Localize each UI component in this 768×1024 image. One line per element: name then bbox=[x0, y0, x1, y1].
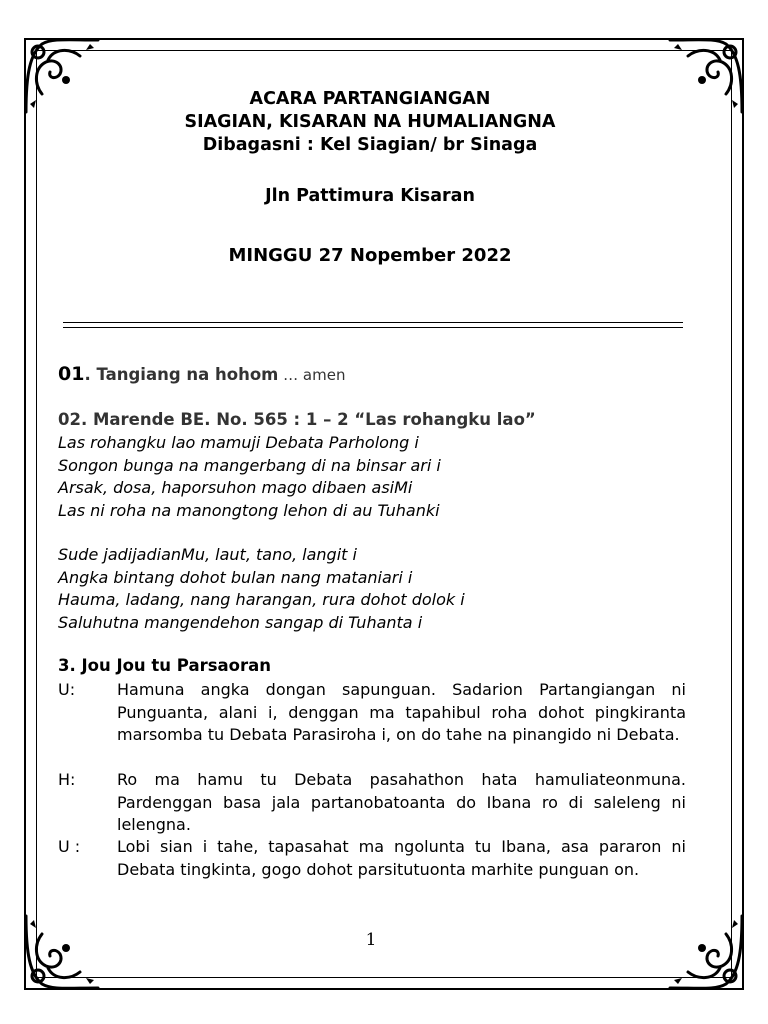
ornamental-corner-icon bbox=[664, 910, 748, 994]
verse-line: Arsak, dosa, haporsuhon mago dibaen asiMi bbox=[58, 478, 413, 498]
section-01-label: . Tangiang na hohom bbox=[84, 365, 279, 384]
speaker-label: U: bbox=[58, 680, 76, 699]
title-line-1: ACARA PARTANGIANGAN bbox=[249, 89, 491, 109]
hymn-verse-2 bbox=[58, 544, 686, 634]
section-03-title: 3. Jou Jou tu Parsaoran bbox=[58, 656, 272, 675]
verse-line: Saluhutna mangendehon sangap di Tuhanta i bbox=[58, 612, 423, 632]
speaker-label: U : bbox=[58, 837, 81, 856]
page-number: 1 bbox=[365, 930, 377, 950]
response-row bbox=[58, 679, 686, 747]
section-01-tail: … amen bbox=[278, 366, 346, 384]
section-01 bbox=[58, 363, 686, 385]
verse-line: Las ni roha na manongtong lehon di au Tuhanki bbox=[58, 500, 440, 520]
ornamental-corner-icon bbox=[20, 910, 104, 994]
verse-line: Songon bunga na mangerbang di na binsar ari i bbox=[58, 455, 441, 475]
response-text: Hamuna angka dongan sapunguan. Sadarion Partangiangan ni Punguanta, alani i, denggan ma tapahibul roha dohot pingkiranta marsomba tu Debata Parasiroha i, on do tahe na pinangido ni Debata. bbox=[117, 680, 686, 745]
response-row bbox=[58, 769, 686, 837]
section-02-title: 02. Marende BE. No. 565 : 1 – 2 “Las rohangku lao” bbox=[58, 410, 536, 429]
verse-line: Las rohangku lao mamuji Debata Parholong i bbox=[58, 433, 419, 452]
verse-line: Angka bintang dohot bulan nang mataniari i bbox=[58, 567, 413, 587]
title-line-2: SIAGIAN, KISARAN NA HUMALIANGNA bbox=[184, 112, 556, 132]
title-line-3: Dibagasni : Kel Siagian/ br Sinaga bbox=[202, 135, 538, 155]
verse-line: Hauma, ladang, nang harangan, rura dohot dolok i bbox=[58, 590, 465, 610]
separator-rule bbox=[63, 322, 683, 328]
response-text: Lobi sian i tahe, tapasahat ma ngolunta tu Ibana, asa pararon ni Debata tingkinta, gogo dohot parsitutuonta marhite punguan on. bbox=[117, 837, 686, 879]
response-row bbox=[58, 836, 686, 881]
speaker-label: H: bbox=[58, 770, 76, 789]
document-title bbox=[60, 88, 680, 157]
verse-line: Sude jadijadianMu, laut, tano, langit i bbox=[58, 545, 357, 564]
address-line: Jln Pattimura Kisaran bbox=[265, 186, 475, 206]
section-01-number: 01 bbox=[58, 363, 85, 385]
response-text: Ro ma hamu tu Debata pasahathon hata hamuliateonmuna. Pardenggan basa jala partanobatoanta do Ibana ro di saleleng ni lelengna. bbox=[117, 770, 686, 835]
date-line: MINGGU 27 Nopember 2022 bbox=[228, 245, 512, 266]
hymn-verse-1 bbox=[58, 432, 686, 522]
